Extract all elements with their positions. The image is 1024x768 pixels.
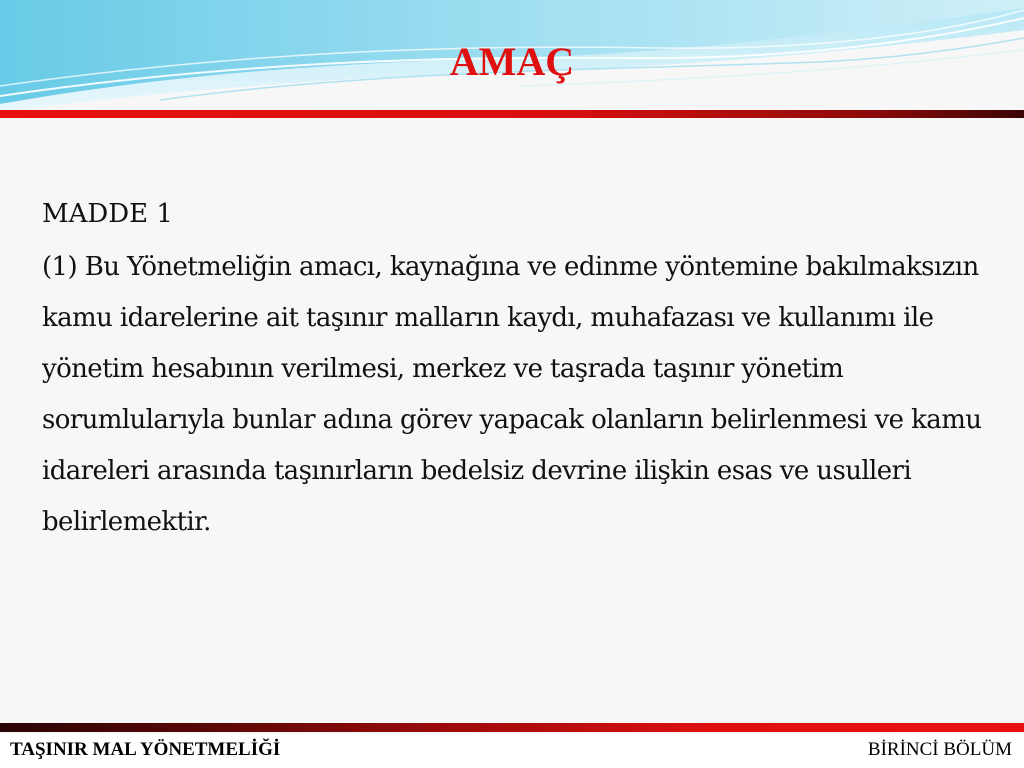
slide-footer xyxy=(0,734,1024,768)
article-paragraph: (1) Bu Yönetmeliğin amacı, kaynağına ve edinme yöntemine bakılmaksızın kamu idarelerine ait taşınır malların kaydı, muhafazası ve kullanımı ile yönetim hesabının verilmesi, merkez ve taşrada taşınır yönetim sorumlularıyla bunlar adına görev yapacak olanların belirlenmesi ve kamu idareleri arasında taşınırların bedelsiz devrine ilişkin esas ve usulleri belirlemektir. xyxy=(42,252,982,537)
slide-title: AMAÇ xyxy=(449,39,575,84)
slide-body xyxy=(42,190,1002,548)
footer-section-label: BİRİNCİ BÖLÜM xyxy=(867,739,1012,760)
article-heading: MADDE 1 xyxy=(42,199,173,229)
top-divider xyxy=(0,110,1024,118)
footer-document-title: TAŞINIR MAL YÖNETMELİĞİ xyxy=(10,739,281,760)
bottom-divider xyxy=(0,723,1024,732)
